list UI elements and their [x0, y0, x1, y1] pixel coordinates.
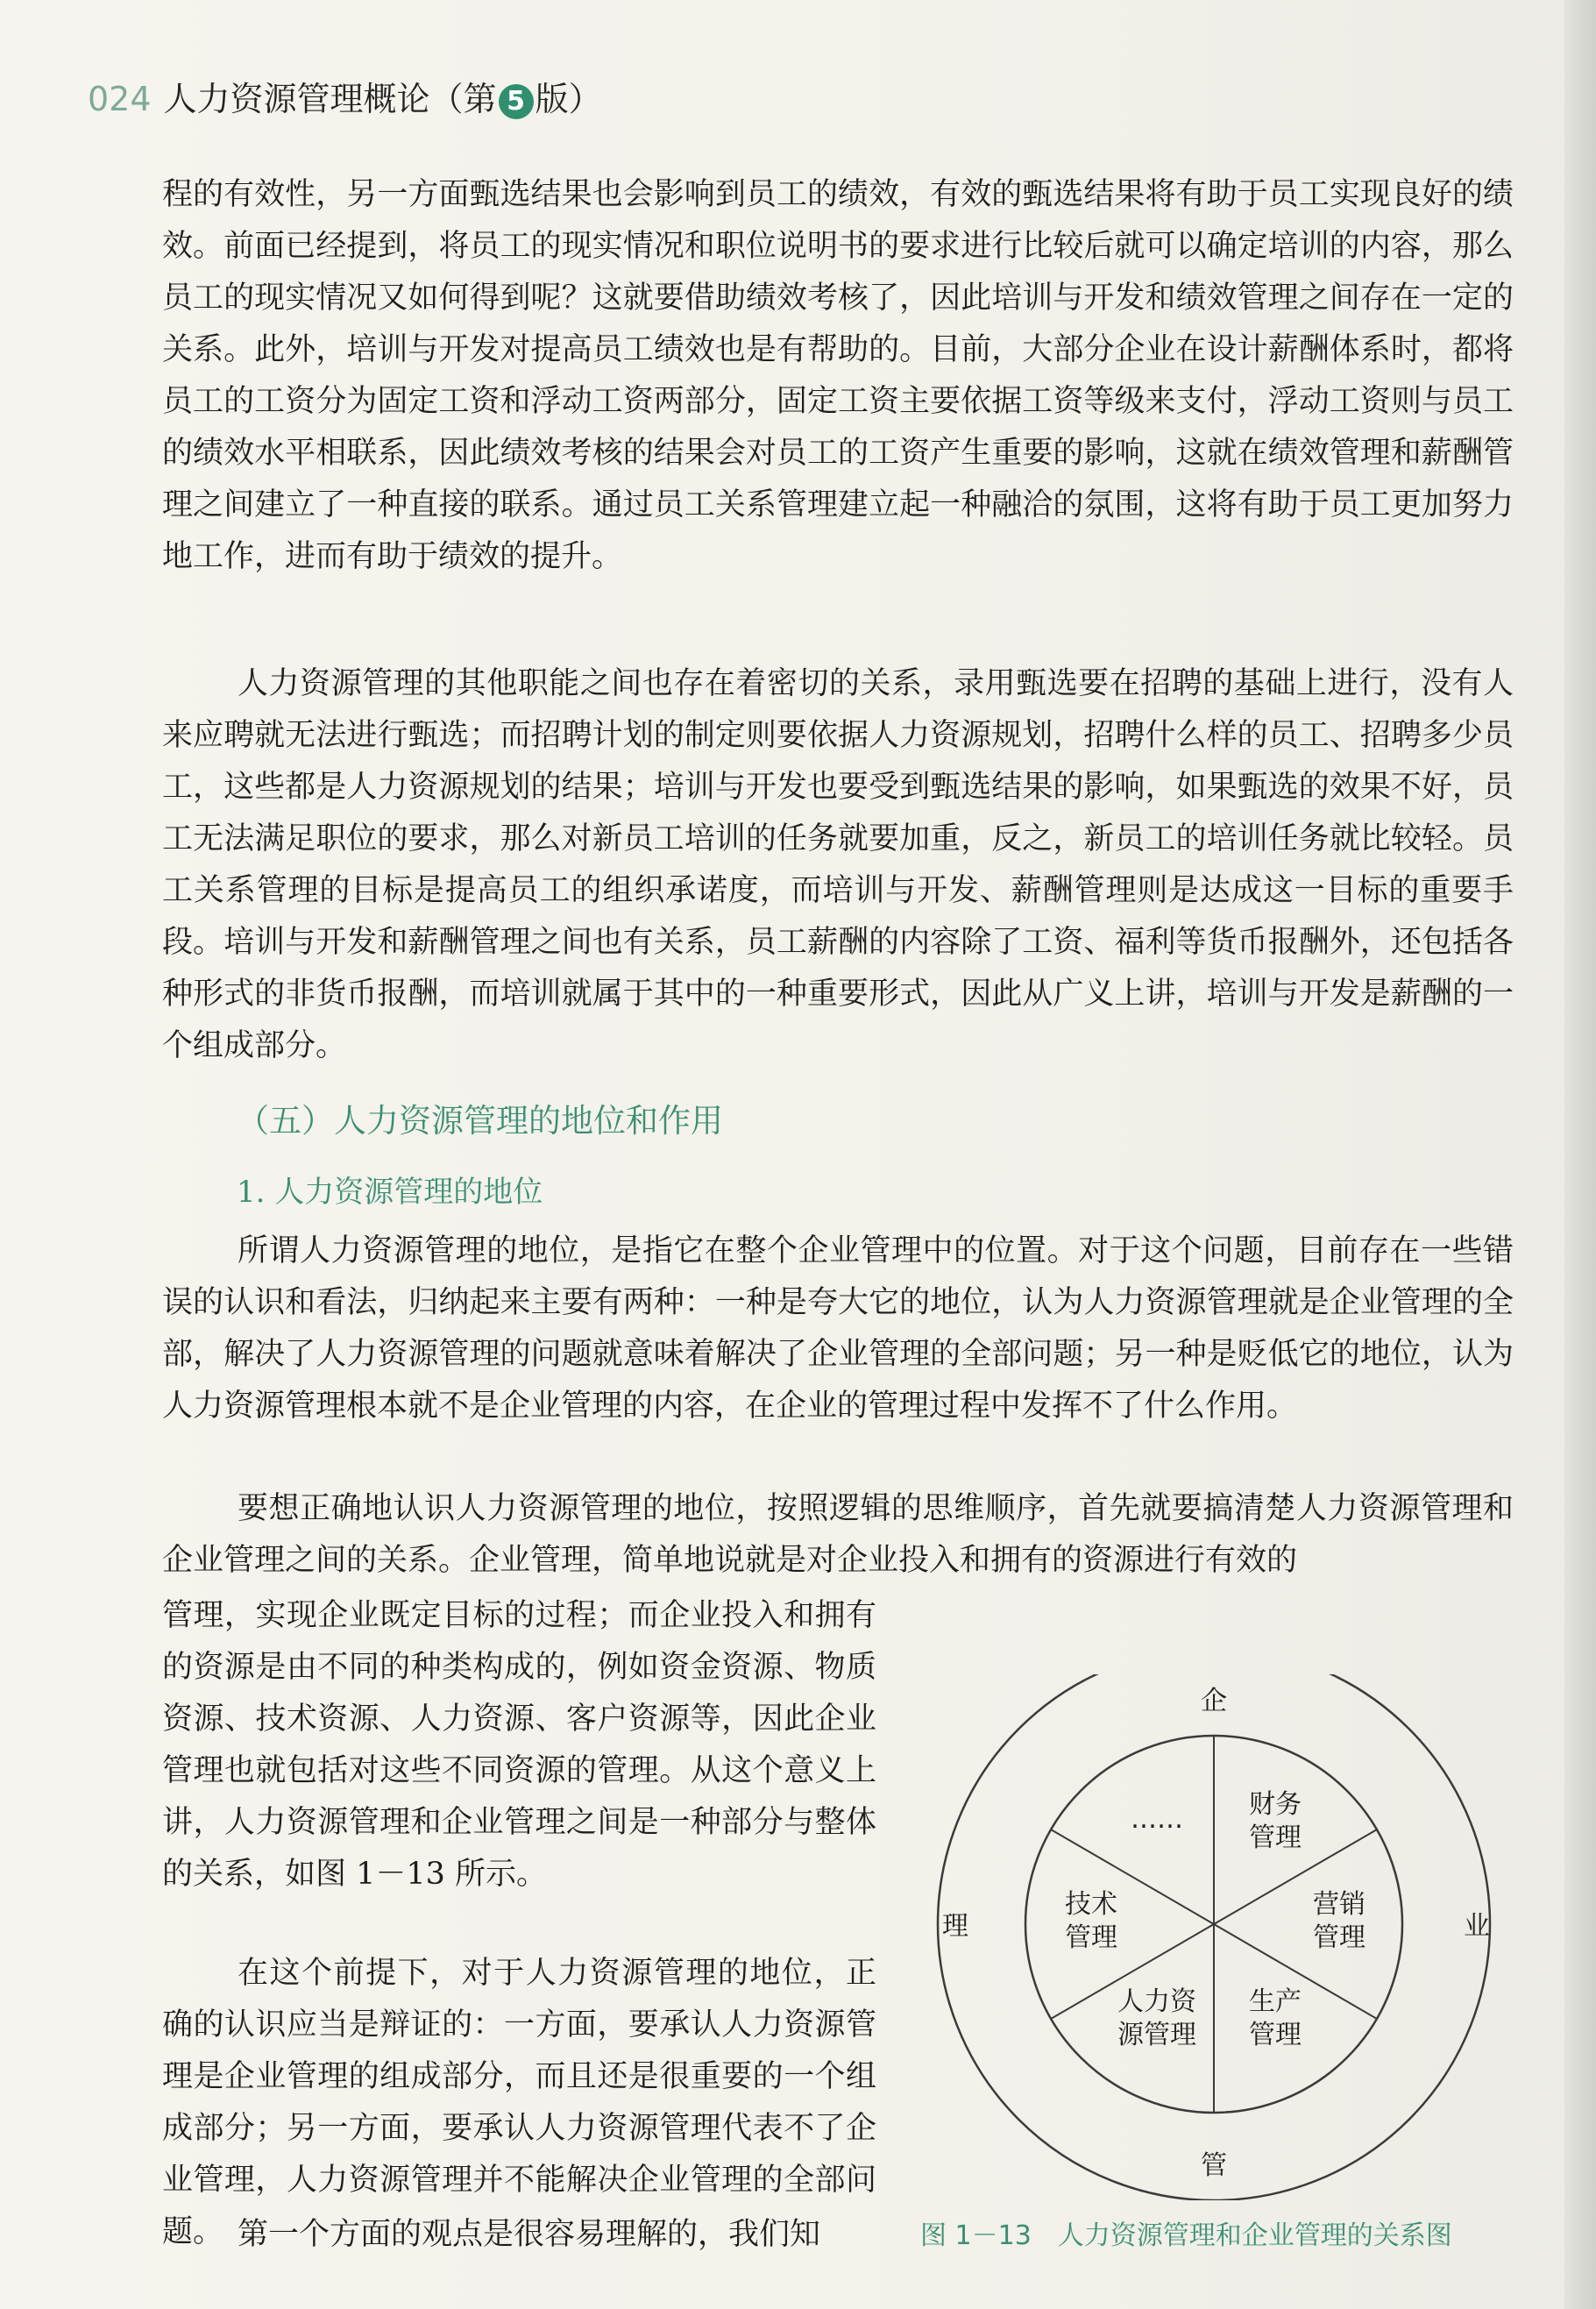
caption-number: 图 1－13: [920, 2220, 1032, 2251]
paragraph-1: 程的有效性，另一方面甄选结果也会影响到员工的绩效，有效的甄选结果将有助于员工实现良好的绩效。前面已经提到，将员工的现实情况和职位说明书的要求进行比较后就可以确定培训的内容，那么员工的现实情况又如何得到呢？这就要借助绩效考核了，因此培训与开发和绩效管理之间存在一定的关系。此外，培训与开发对提高员工绩效也是有帮助的。目前，大部分企业在设计薪酬体系时，都将员工的工资分为固定工资和浮动工资两部分，固定工资主要依据工资等级来支付，浮动工资则与员工的绩效水平相联系，因此绩效考核的结果会对员工的工资产生重要的影响，这就在绩效管理和薪酬管理之间建立了一种直接的联系。通过员工关系管理建立起一种融洽的氛围，这将有助于员工更加努力地工作，进而有助于绩效的提升。: [162, 177, 1514, 574]
segment-hr-line2: 源管理: [1117, 2020, 1196, 2050]
relationship-diagram: [903, 1674, 1525, 2200]
outer-label-top: 企: [1201, 1686, 1227, 1716]
segment-marketing-line1: 营销: [1313, 1889, 1365, 1920]
outer-label-right: 业: [1464, 1911, 1490, 1942]
segment-technology-line2: 管理: [1065, 1922, 1117, 1953]
segment-production-line2: 管理: [1249, 2020, 1302, 2050]
paragraph-5: 管理，实现企业既定目标的过程；而企业投入和拥有的资源是由不同的种类构成的，例如资金资源、物质资源、技术资源、人力资源、客户资源等，因此企业管理也就包括对这些不同资源的管理。从这个意义上讲，人力资源管理和企业管理之间是一种部分与整体的关系，如图 1－13 所示。: [162, 1598, 876, 1892]
segment-production-line1: 生产: [1249, 1986, 1302, 2017]
segment-marketing-line2: 管理: [1313, 1922, 1365, 1953]
outer-label-bottom: 管: [1201, 2150, 1227, 2181]
running-header: [88, 72, 602, 120]
segment-finance-line2: 管理: [1249, 1822, 1302, 1853]
paragraph-7: 第一个方面的观点是很容易理解的，我们知: [238, 2217, 821, 2252]
subsection-heading: 1. 人力资源管理的地位: [237, 1175, 543, 1210]
edition-prefix: （第: [429, 80, 497, 118]
paragraph-2: 人力资源管理的其他职能之间也存在着密切的关系，录用甄选要在招聘的基础上进行，没有人来应聘就无法进行甄选；而招聘计划的制定则要依据人力资源规划，招聘什么样的员工、招聘多少员工，这些都是人力资源规划的结果；培训与开发也要受到甄选结果的影响，如果甄选的效果不好，员工无法满足职位的要求，那么对新员工培训的任务就要加重，反之，新员工的培训任务就比较轻。员工关系管理的目标是提高员工的组织承诺度，而培训与开发、薪酬管理则是达成这一目标的重要手段。培训与开发和薪酬管理之间也有关系，员工薪酬的内容除了工资、福利等货币报酬外，还包括各种形式的非货币报酬，而培训就属于其中的一种重要形式，因此从广义上讲，培训与开发是薪酬的一个组成部分。: [162, 666, 1514, 1063]
paragraph-3: 所谓人力资源管理的地位，是指它在整个企业管理中的位置。对于这个问题，目前存在一些错误的认识和看法，归纳起来主要有两种：一种是夸大它的地位，认为人力资源管理就是企业管理的全部，解决了人力资源管理的问题就意味着解决了企业管理的全部问题；另一种是贬低它的地位，认为人力资源管理根本就不是企业管理的内容，在企业的管理过程中发挥不了什么作用。: [162, 1233, 1514, 1424]
figure-caption: [920, 2213, 1452, 2252]
edition-suffix: 版）: [535, 80, 602, 118]
segment-finance-line1: 财务: [1249, 1789, 1302, 1820]
book-title: 人力资源管理概论: [163, 80, 430, 118]
section-heading: （五）人力资源管理的地位和作用: [237, 1102, 723, 1140]
outer-label-left: 理: [942, 1911, 968, 1942]
segment-hr-line1: 人力资: [1117, 1986, 1196, 2017]
paragraph-6: 在这个前提下，对于人力资源管理的地位，正确的认识应当是辩证的：一方面，要承认人力资源管理是企业管理的组成部分，而且还是很重要的一个组成部分；另一方面，要承认人力资源管理代表不了企业管理，人力资源管理并不能解决企业管理的全部问题。: [162, 1956, 876, 2249]
caption-title: 人力资源管理和企业管理的关系图: [1057, 2220, 1452, 2251]
figure-1-13: [903, 1674, 1525, 2200]
page-edge: [1564, 0, 1596, 2309]
edition-badge: 5: [499, 84, 534, 119]
segment-other: ……: [1131, 1804, 1183, 1835]
page-number: 024: [88, 80, 152, 118]
segment-technology-line1: 技术: [1065, 1889, 1117, 1920]
paragraph-4: 要想正确地认识人力资源管理的地位，按照逻辑的思维顺序，首先就要搞清楚人力资源管理和企业管理之间的关系。企业管理，简单地说就是对企业投入和拥有的资源进行有效的: [162, 1491, 1514, 1578]
